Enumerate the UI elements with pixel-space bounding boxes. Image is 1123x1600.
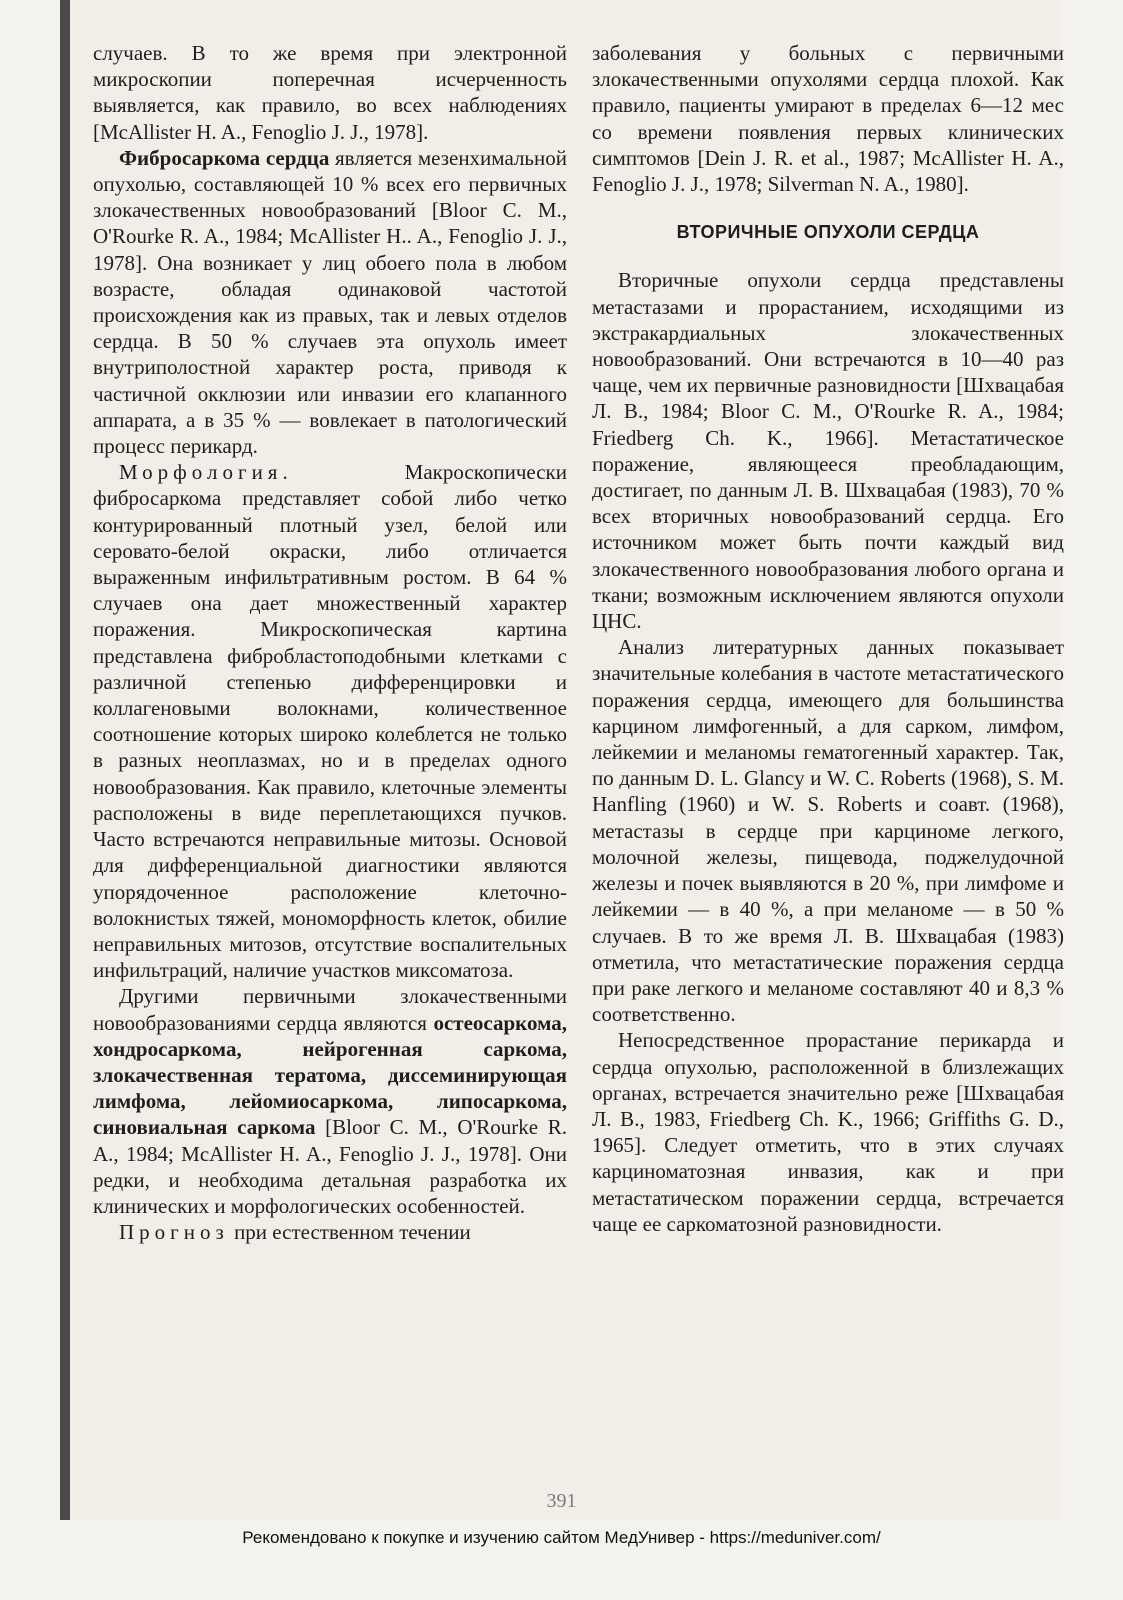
section-title: ВТОРИЧНЫЕ ОПУХОЛИ СЕРДЦА [676,222,980,243]
text: [Bloor C. M., O'Rourke R. A., 1984; McAllister H. A., Fenoglio J. J., 1978]. Они редки, и необходима детальная разработка их клинических и морфологических особенностей. [93,1115,567,1218]
text: Другими первичными злокачественными новообразованиями сердца являются [93,984,567,1035]
paragraph-prognosis [93,1219,567,1245]
text: является мезенхимальной опухолью, составляющей 10 % всех его первичных злокачественных новообразований [Bloor C. M., O'Rourke R. A., 1984; McAllister H.. A., Fenoglio J. J., 1978]. Она возникает у лиц обоего пола в любом возрасте, обладая одинаковой частотой происхождения как из правых, так и левых отделов сердца. В 50 % случаев эта опухоль имеет внутриполостной характер роста, приводя к частичной окклюзии или инвазии его клапанного аппарата, а в 35 % — вовлекает в патологический процесс перикард. [93,145,567,459]
text: Макроскопически фибросаркома представляет собой либо четко контурированный плотный узел, белой или серовато-белой окраски, либо отличается выраженным инфильтративным ростом. В 64 % случаев она дает множественный характер поражения. Микроскопическая картина представлена фибробластоподобными клетками с различной степенью дифференцировки и коллагеновыми волокнами, количественное соотношение которых широко колеблется не только в разных неоплазмах, но и в пределах одного новообразования. Как правило, клеточные элементы расположены в виде переплетающихся пучков. Часто встречаются неправильные митозы. Основой для дифференциальной диагностики являются упорядоченное расположение клеточно-волокнистых тяжей, мономорфность клеток, обилие неправильных митозов, отсутствие воспалительных инфильтраций, наличие участков миксоматоза. [93,460,567,983]
page-number: 391 [546,1490,577,1512]
paragraph: заболевания у больных с первичными злокачественными опухолями сердца плохой. Как правило, пациенты умирают в пределах 6—12 мес со времени появления первых клинических симптомов [Dein J. R. et al., 1987; McAllister H. A., Fenoglio J. J., 1978; Silverman N. A., 1980]. [592,41,1064,197]
right-column [592,40,1064,1237]
footer-link-text: Рекомендовано к покупке и изучению сайтом МедУнивер - https://meduniver.com/ [242,1528,881,1547]
term-fibrosarcoma: Фибросаркома сердца [119,145,330,170]
label-prognosis: Прогноз [119,1220,229,1245]
paragraph: случаев. В то же время при электронной микроскопии поперечная исчерченность выявляется, как правило, во всех наблюдениях [McAllister H. A., Fenoglio J. J., 1978]. [93,41,567,144]
left-column [93,40,567,1245]
term-other-tumors: остеосаркома, хондросаркома, нейрогенная саркома, злокачественная тератома, диссеминирующая лимфома, лейомиосаркома, липосаркома, синовиальная саркома [93,1010,567,1140]
paragraph-morphology [93,459,567,983]
paragraph: Непосредственное прорастание перикарда и сердца опухолью, расположенной в близлежащих органах, встречается значительно реже [Шхвацабая Л. В., 1983, Friedberg Ch. K., 1966; Griffiths G. D., 1965]. Следует отметить, что в этих случаях карциноматозная инвазия, как и при метастатическом поражении сердца, встречается чаще ее саркоматозной разновидности. [592,1028,1064,1236]
text: при естественном течении [228,1220,471,1245]
paragraph-other-tumors [93,983,567,1219]
paragraph: Вторичные опухоли сердца представлены метастазами и прорастанием, исходящими из экстракардиальных злокачественных новообразований. Они встречаются в 10—40 раз чаще, чем их первичные разновидности [Шхвацабая Л. В., 1984; Bloor C. M., O'Rourke R. A., 1984; Friedberg Ch. K., 1966]. Метастатическое поражение, являющееся преобладающим, достигает, по данным Л. В. Шхвацабая (1983), 70 % всех вторичных новообразований сердца. Его источником может быть почти каждый вид злокачественного новообразования любого органа и ткани; возможным исключением являются опухоли ЦНС. [592,268,1064,634]
label-morphology: Морфология. [119,460,293,485]
paragraph: Анализ литературных данных показывает значительные колебания в частоте метастатического поражения сердца, имеющего для большинства карцином лимфогенный, а для сарком, лимфом, лейкемии и меланомы гематогенный характер. Так, по данным D. L. Glancy и W. C. Roberts (1968), S. M. Hanfling (1960) и W. S. Roberts и соавт. (1968), метастазы в сердце при карциноме легкого, молочной железы, пищевода, поджелудочной железы и почек выявляются в 20 %, при лимфоме и лейкемии — в 40 %, а при меланоме — в 50 % случаев. В то же время Л. В. Шхвацабая (1983) отметила, что метастатические поражения сердца при раке легкого и меланоме составляют 40 и 8,3 % соответственно. [592,635,1064,1027]
paragraph-fibrosarcoma [93,145,567,459]
